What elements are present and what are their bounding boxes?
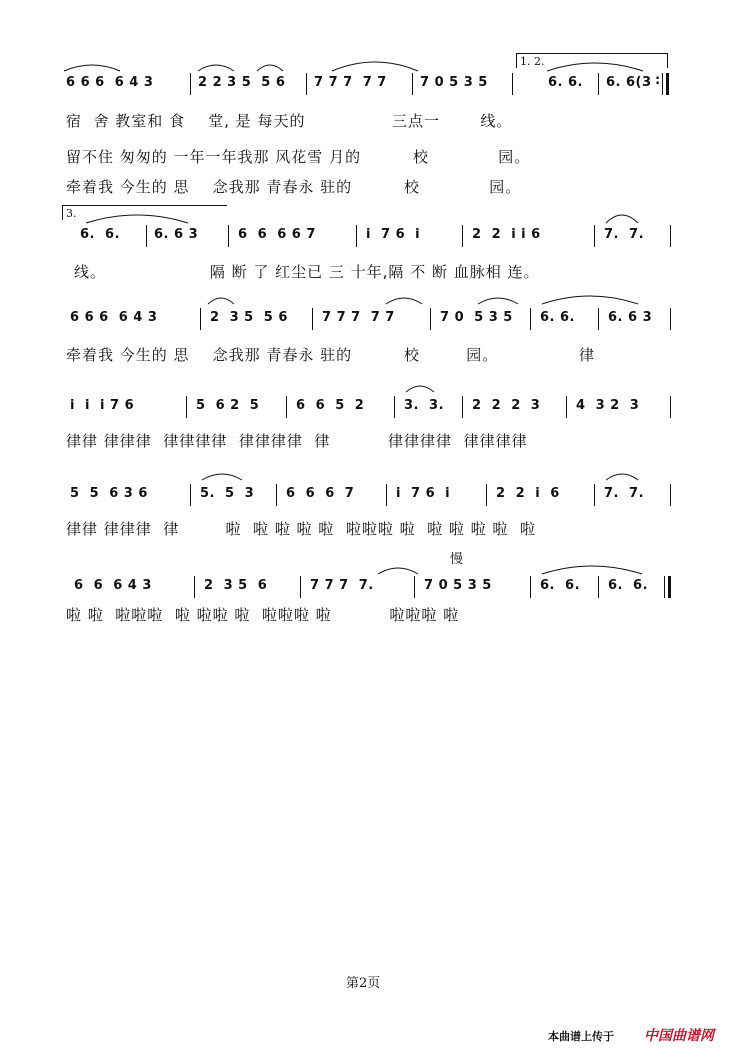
measure: 6. 6. xyxy=(540,578,581,593)
lyric-line: 牵着我 今生的 思 念我那 青春永 驻的 校 园。 律 xyxy=(66,346,595,364)
page-number: 第2页 xyxy=(346,976,381,991)
barline xyxy=(200,308,201,330)
barline xyxy=(462,225,463,247)
slur xyxy=(404,382,436,394)
measure: i i i 7 6 xyxy=(70,398,135,413)
barline xyxy=(670,225,671,247)
barline xyxy=(312,308,313,330)
measure: 7 0 5 3 5 xyxy=(424,578,492,593)
barline xyxy=(594,225,595,247)
barline xyxy=(598,308,599,330)
barline xyxy=(190,73,191,95)
barline xyxy=(306,73,307,95)
final-barline xyxy=(666,73,669,95)
barline xyxy=(414,576,415,598)
measure: 7. 7. xyxy=(604,486,645,501)
barline xyxy=(286,396,287,418)
measure: 2 2 i 6 xyxy=(496,486,560,501)
measure: 6. 6. xyxy=(608,578,649,593)
measure: i 7 6 i xyxy=(396,486,451,501)
barline xyxy=(412,73,413,95)
barline xyxy=(356,225,357,247)
measure: 6. 6 3 xyxy=(154,227,199,242)
tempo-mark: 慢 xyxy=(450,552,464,567)
slur xyxy=(84,211,190,225)
measure: 5 6 2 5 xyxy=(196,398,260,413)
measure: 6. 6. xyxy=(540,310,575,325)
barline xyxy=(276,484,277,506)
barline xyxy=(664,576,665,598)
measure: 2 3 5 6 xyxy=(204,578,268,593)
lyric-line: 宿 舍 教室和 食 堂, 是 每天的 三点一 线。 xyxy=(66,112,513,130)
barline xyxy=(598,576,599,598)
lyric-line: 律律 律律律 律 啦 啦 啦 啦 啦 啦啦啦 啦 啦 啦 啦 啦 啦 xyxy=(66,520,536,538)
slur xyxy=(200,470,244,482)
measure: 2 3 5 5 6 xyxy=(210,310,288,325)
site-logo: 中国曲谱网 xyxy=(644,1028,714,1044)
barline xyxy=(566,396,567,418)
slur xyxy=(476,294,520,306)
measure: 6 6 6 4 3 xyxy=(74,578,152,593)
measure: 6 6 6 6 4 3 xyxy=(66,75,154,90)
measure: 3. 3. xyxy=(404,398,445,413)
barline xyxy=(462,396,463,418)
barline xyxy=(300,576,301,598)
measure: 5 5 6 3 6 xyxy=(70,486,148,501)
repeat-sign: : xyxy=(655,73,661,88)
measure: 6 6 6 6 7 xyxy=(238,227,316,242)
measure: 7 7 7 7 7 xyxy=(314,75,387,90)
measure: 4 3 2 3 xyxy=(576,398,640,413)
measure: 6. 6 3 xyxy=(608,310,653,325)
measure: 2 2 2 3 xyxy=(472,398,541,413)
barline xyxy=(670,484,671,506)
barline xyxy=(530,576,531,598)
slur xyxy=(196,61,236,73)
slur xyxy=(62,61,122,73)
measure: 5. 5 3 xyxy=(200,486,255,501)
measure: i 7 6 i xyxy=(366,227,421,242)
barline xyxy=(228,225,229,247)
barline xyxy=(386,484,387,506)
barline xyxy=(190,484,191,506)
slur xyxy=(545,59,645,73)
barline xyxy=(512,73,513,95)
measure: 6 6 5 2 xyxy=(296,398,365,413)
measure: 6 6 6 7 xyxy=(286,486,355,501)
measure: 7 7 7 7. xyxy=(310,578,374,593)
measure: 2 2 i i 6 xyxy=(472,227,541,242)
measure: 7 7 7 7 7 xyxy=(322,310,395,325)
barline xyxy=(394,396,395,418)
volta-number: 1. 2. xyxy=(520,55,545,68)
measure: 6. 6(3 xyxy=(606,75,652,90)
lyric-line: 啦 啦 啦啦啦 啦 啦啦 啦 啦啦啦 啦 啦啦啦 啦 xyxy=(66,606,460,624)
measure: 7 0 5 3 5 xyxy=(440,310,513,325)
volta-number: 3. xyxy=(66,207,77,220)
slur xyxy=(540,562,644,576)
barline xyxy=(670,396,671,418)
lyric-line: 线。 隔 断 了 红尘已 三 十年,隔 不 断 血脉相 连。 xyxy=(74,263,540,281)
slur xyxy=(540,292,640,306)
measure: 2 2 3 5 5 6 xyxy=(198,75,286,90)
barline xyxy=(662,73,663,95)
slur xyxy=(384,294,424,306)
measure: 7. 7. xyxy=(604,227,645,242)
barline xyxy=(194,576,195,598)
lyric-line: 律律 律律律 律律律律 律律律律 律 律律律律 律律律律 xyxy=(66,432,528,450)
upload-credit: 本曲谱上传于 xyxy=(548,1030,614,1043)
measure: 6. 6. xyxy=(548,75,583,90)
slur xyxy=(330,57,420,73)
barline xyxy=(146,225,147,247)
barline xyxy=(486,484,487,506)
barline xyxy=(670,308,671,330)
final-barline xyxy=(668,576,671,598)
barline xyxy=(186,396,187,418)
lyric-line: 牵着我 今生的 思 念我那 青春永 驻的 校 园。 xyxy=(66,178,522,196)
barline xyxy=(530,308,531,330)
barline xyxy=(430,308,431,330)
slur xyxy=(376,564,420,576)
slur xyxy=(604,211,640,225)
slur xyxy=(255,61,285,73)
barline xyxy=(598,73,599,95)
measure: 7 0 5 3 5 xyxy=(420,75,488,90)
measure: 6 6 6 6 4 3 xyxy=(70,310,158,325)
lyric-line: 留不住 匆匆的 一年一年我那 风花雪 月的 校 园。 xyxy=(66,148,531,166)
measure: 6. 6. xyxy=(80,227,121,242)
slur xyxy=(206,294,236,306)
slur xyxy=(604,470,640,482)
barline xyxy=(594,484,595,506)
